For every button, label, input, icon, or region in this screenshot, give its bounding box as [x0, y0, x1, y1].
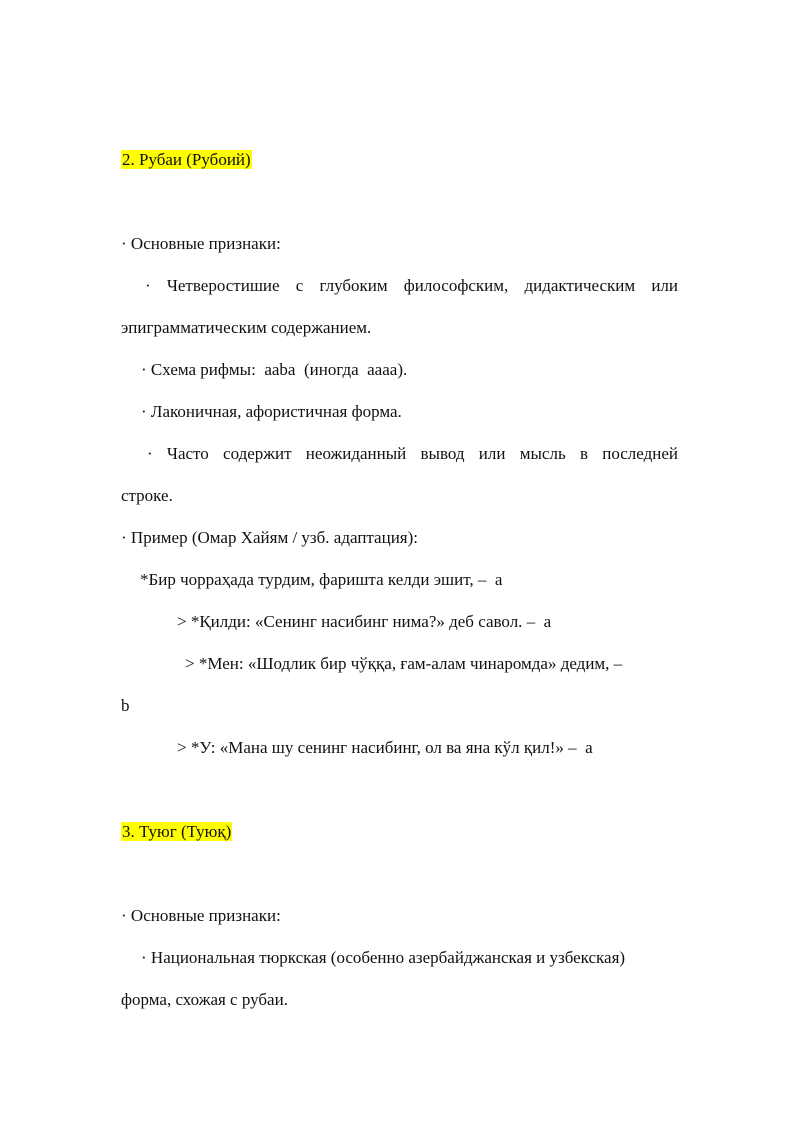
verse-line: > *Мен: «Шодлик бир чўққа, ғам-алам чинаромда» дедим, –	[185, 654, 623, 673]
verse-line-tail: b	[121, 696, 130, 715]
feature-line: · Лаконичная, афористичная форма.	[141, 402, 402, 421]
feature-line: строке.	[121, 486, 173, 505]
heading-highlight: 3. Туюг (Туюқ)	[122, 822, 232, 841]
feature-line: · Национальная тюркская (особенно азербайджанская и узбекская)	[141, 948, 626, 967]
rhyme-scheme-line: · Схема рифмы: aaba (иногда aaaa).	[141, 360, 408, 379]
feature-line: форма, схожая с рубаи.	[121, 990, 288, 1009]
features-label: · Основные признаки:	[121, 906, 281, 925]
verse-line: > *Қилди: «Сенинг насибинг нима?» деб савол. – a	[177, 612, 552, 631]
section-heading-rubai	[121, 149, 252, 171]
feature-line: · Четверостишие с глубоким философским, дидактическим или	[145, 276, 678, 295]
verse-line: > *У: «Мана шу сенинг насибинг, ол ва яна кўл қил!» – a	[177, 738, 593, 757]
verse-line: *Бир чорраҳада турдим, фаришта келди эшит, – a	[140, 570, 503, 589]
heading-highlight: 2. Рубаи (Рубоий)	[122, 150, 251, 169]
example-label: · Пример (Омар Хайям / узб. адаптация):	[121, 528, 418, 547]
features-label: · Основные признаки:	[121, 234, 281, 253]
feature-line: эпиграмматическим содержанием.	[121, 318, 372, 337]
feature-line: · Часто содержит неожиданный вывод или мысль в последней	[147, 444, 678, 463]
section-heading-tuyug	[121, 821, 232, 843]
